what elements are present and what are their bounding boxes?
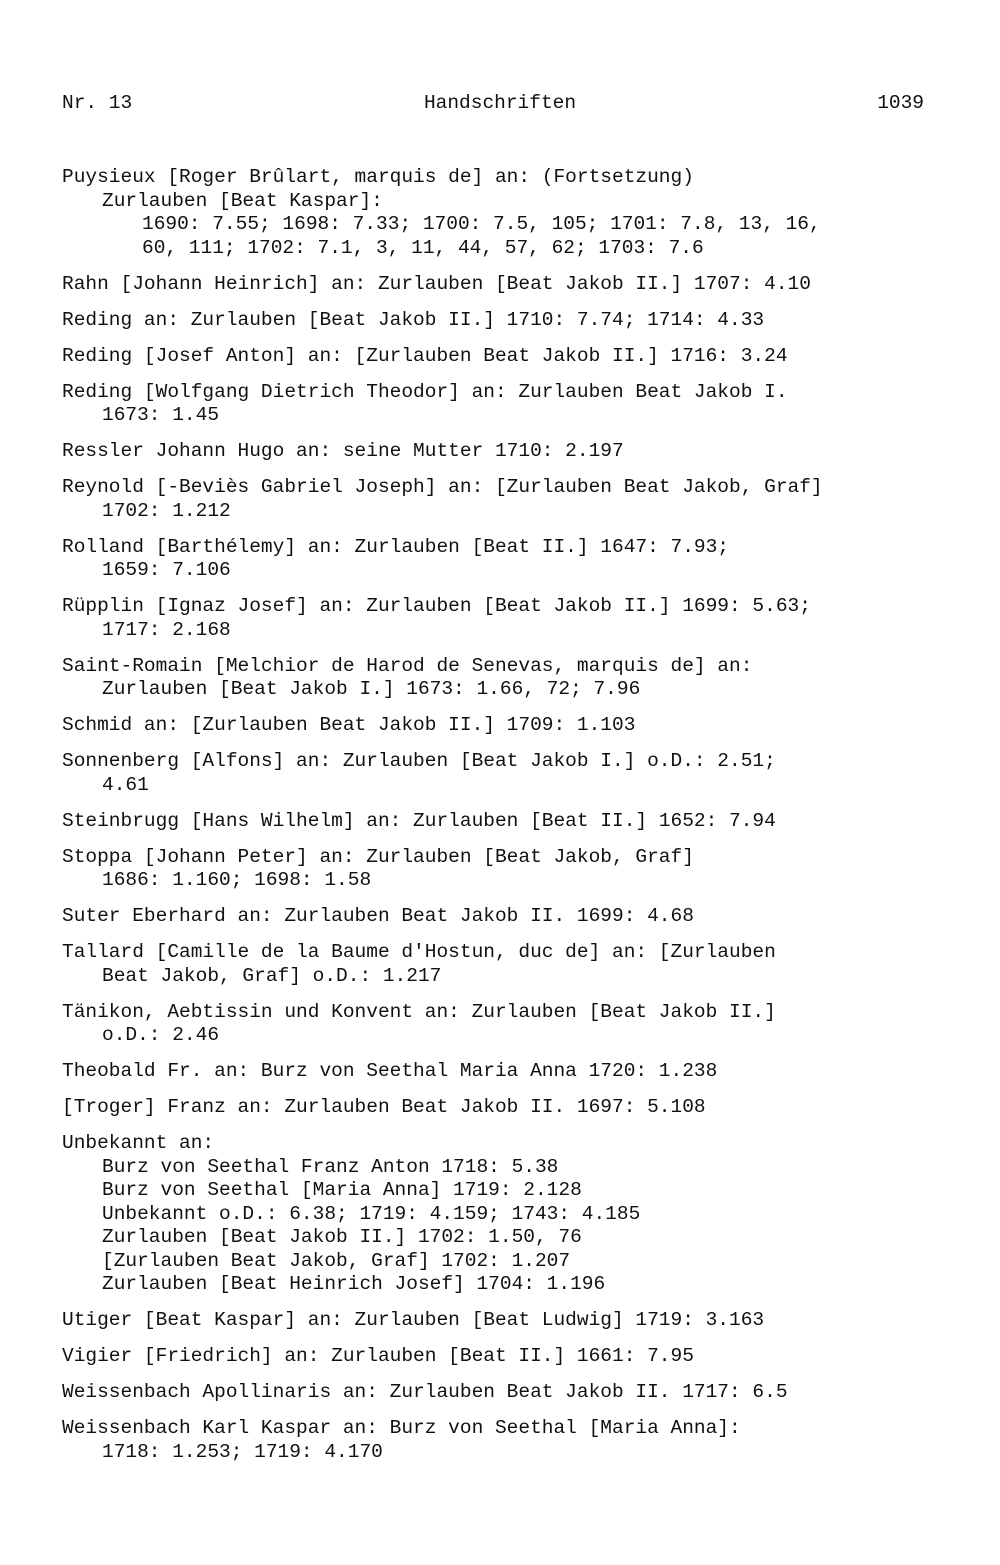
index-entry <box>62 1345 942 1369</box>
index-entry <box>62 941 942 988</box>
entry-continuation-line: 4.61 <box>102 773 149 796</box>
index-entry <box>62 1309 942 1333</box>
index-entry <box>62 750 942 797</box>
index-entry <box>62 1096 942 1120</box>
entry-heading-line: Rahn [Johann Heinrich] an: Zurlauben [Beat Jakob II.] 1707: 4.10 <box>62 272 811 295</box>
index-entry <box>62 655 942 702</box>
index-entry <box>62 273 942 297</box>
entry-heading-line: Unbekannt an: <box>62 1132 215 1154</box>
entry-continuation-line: 1717: 2.168 <box>102 618 231 641</box>
entry-heading-line: Reynold [-Beviès Gabriel Joseph] an: [Zurlauben Beat Jakob, Graf] <box>62 476 823 498</box>
entry-heading-line: Ressler Johann Hugo an: seine Mutter 1710: 2.197 <box>62 440 624 462</box>
entry-heading-line: Schmid an: [Zurlauben Beat Jakob II.] 1709: 1.103 <box>62 714 636 736</box>
index-entry <box>62 1060 942 1084</box>
index-entry-list <box>62 166 942 1477</box>
index-entry <box>62 309 942 333</box>
entry-heading-line: Sonnenberg [Alfons] an: Zurlauben [Beat Jakob I.] o.D.: 2.51; <box>62 750 776 772</box>
index-entry <box>62 440 942 464</box>
index-entry <box>62 714 942 738</box>
entry-heading-line: Suter Eberhard an: Zurlauben Beat Jakob II. 1699: 4.68 <box>62 905 694 927</box>
index-entry <box>62 536 942 583</box>
index-entry <box>62 1132 942 1297</box>
entry-heading-line: Reding an: Zurlauben [Beat Jakob II.] 1710: 7.74; 1714: 4.33 <box>62 308 765 331</box>
entry-continuation-line: Zurlauben [Beat Jakob II.] 1702: 1.50, 76 <box>102 1226 582 1248</box>
index-entry <box>62 810 942 834</box>
entry-continuation-line: 1690: 7.55; 1698: 7.33; 1700: 7.5, 105; 1701: 7.8, 13, 16, <box>142 213 821 235</box>
entry-heading-line: Stoppa [Johann Peter] an: Zurlauben [Beat Jakob, Graf] <box>62 845 694 868</box>
index-entry <box>62 1001 942 1048</box>
index-entry <box>62 846 942 893</box>
entry-heading-line: Theobald Fr. an: Burz von Seethal Maria Anna 1720: 1.238 <box>62 1060 718 1082</box>
entry-continuation-line: Zurlauben [Beat Jakob I.] 1673: 1.66, 72; 7.96 <box>102 678 641 700</box>
index-entry <box>62 166 942 260</box>
index-entry <box>62 905 942 929</box>
entry-continuation-line: Burz von Seethal [Maria Anna] 1719: 2.128 <box>102 1179 582 1201</box>
index-entry <box>62 381 942 428</box>
page-header-number: Nr. 13 <box>62 92 133 114</box>
entry-heading-line: Steinbrugg [Hans Wilhelm] an: Zurlauben [Beat II.] 1652: 7.94 <box>62 809 776 832</box>
entry-continuation-line: 1659: 7.106 <box>102 559 231 581</box>
index-entry <box>62 345 942 369</box>
entry-heading-line: Vigier [Friedrich] an: Zurlauben [Beat II.] 1661: 7.95 <box>62 1345 694 1367</box>
index-entry <box>62 595 942 642</box>
entry-continuation-line: 1673: 1.45 <box>102 404 220 426</box>
entry-continuation-line: Beat Jakob, Graf] o.D.: 1.217 <box>102 964 442 987</box>
entry-heading-line: Tallard [Camille de la Baume d'Hostun, duc de] an: [Zurlauben <box>62 941 776 963</box>
entry-continuation-line: [Zurlauben Beat Jakob, Graf] 1702: 1.207 <box>102 1249 571 1272</box>
entry-heading-line: [Troger] Franz an: Zurlauben Beat Jakob II. 1697: 5.108 <box>62 1096 706 1118</box>
entry-continuation-line: Burz von Seethal Franz Anton 1718: 5.38 <box>102 1155 559 1178</box>
entry-heading-line: Reding [Josef Anton] an: [Zurlauben Beat Jakob II.] 1716: 3.24 <box>62 344 788 367</box>
page-number: 1039 <box>877 92 924 114</box>
entry-heading-line: Weissenbach Apollinaris an: Zurlauben Beat Jakob II. 1717: 6.5 <box>62 1381 788 1403</box>
index-entry <box>62 1381 942 1405</box>
entry-continuation-line: 1718: 1.253; 1719: 4.170 <box>102 1440 383 1463</box>
page-header-title: Handschriften <box>423 92 577 114</box>
entry-heading-line: Rolland [Barthélemy] an: Zurlauben [Beat II.] 1647: 7.93; <box>62 535 730 558</box>
entry-continuation-line: Zurlauben [Beat Heinrich Josef] 1704: 1.196 <box>102 1273 606 1295</box>
entry-continuation-line: Zurlauben [Beat Kaspar]: <box>102 189 383 212</box>
index-entry <box>62 476 942 523</box>
entry-heading-line: Reding [Wolfgang Dietrich Theodor] an: Zurlauben Beat Jakob I. <box>62 380 788 403</box>
entry-heading-line: Puysieux [Roger Brûlart, marquis de] an: (Fortsetzung) <box>62 166 694 188</box>
index-entry <box>62 1417 942 1464</box>
entry-heading-line: Weissenbach Karl Kaspar an: Burz von Seethal [Maria Anna]: <box>62 1417 741 1439</box>
entry-continuation-line: 60, 111; 1702: 7.1, 3, 11, 44, 57, 62; 1703: 7.6 <box>142 236 704 259</box>
entry-continuation-line: o.D.: 2.46 <box>102 1024 220 1046</box>
entry-heading-line: Tänikon, Aebtissin und Konvent an: Zurlauben [Beat Jakob II.] <box>62 1000 776 1023</box>
entry-heading-line: Rüpplin [Ignaz Josef] an: Zurlauben [Beat Jakob II.] 1699: 5.63; <box>62 595 811 617</box>
entry-continuation-line: 1702: 1.212 <box>102 499 231 522</box>
entry-heading-line: Saint-Romain [Melchior de Harod de Senevas, marquis de] an: <box>62 654 753 677</box>
entry-heading-line: Utiger [Beat Kaspar] an: Zurlauben [Beat Ludwig] 1719: 3.163 <box>62 1309 765 1331</box>
entry-continuation-line: Unbekannt o.D.: 6.38; 1719: 4.159; 1743: 4.185 <box>102 1202 641 1225</box>
entry-continuation-line: 1686: 1.160; 1698: 1.58 <box>102 869 372 891</box>
